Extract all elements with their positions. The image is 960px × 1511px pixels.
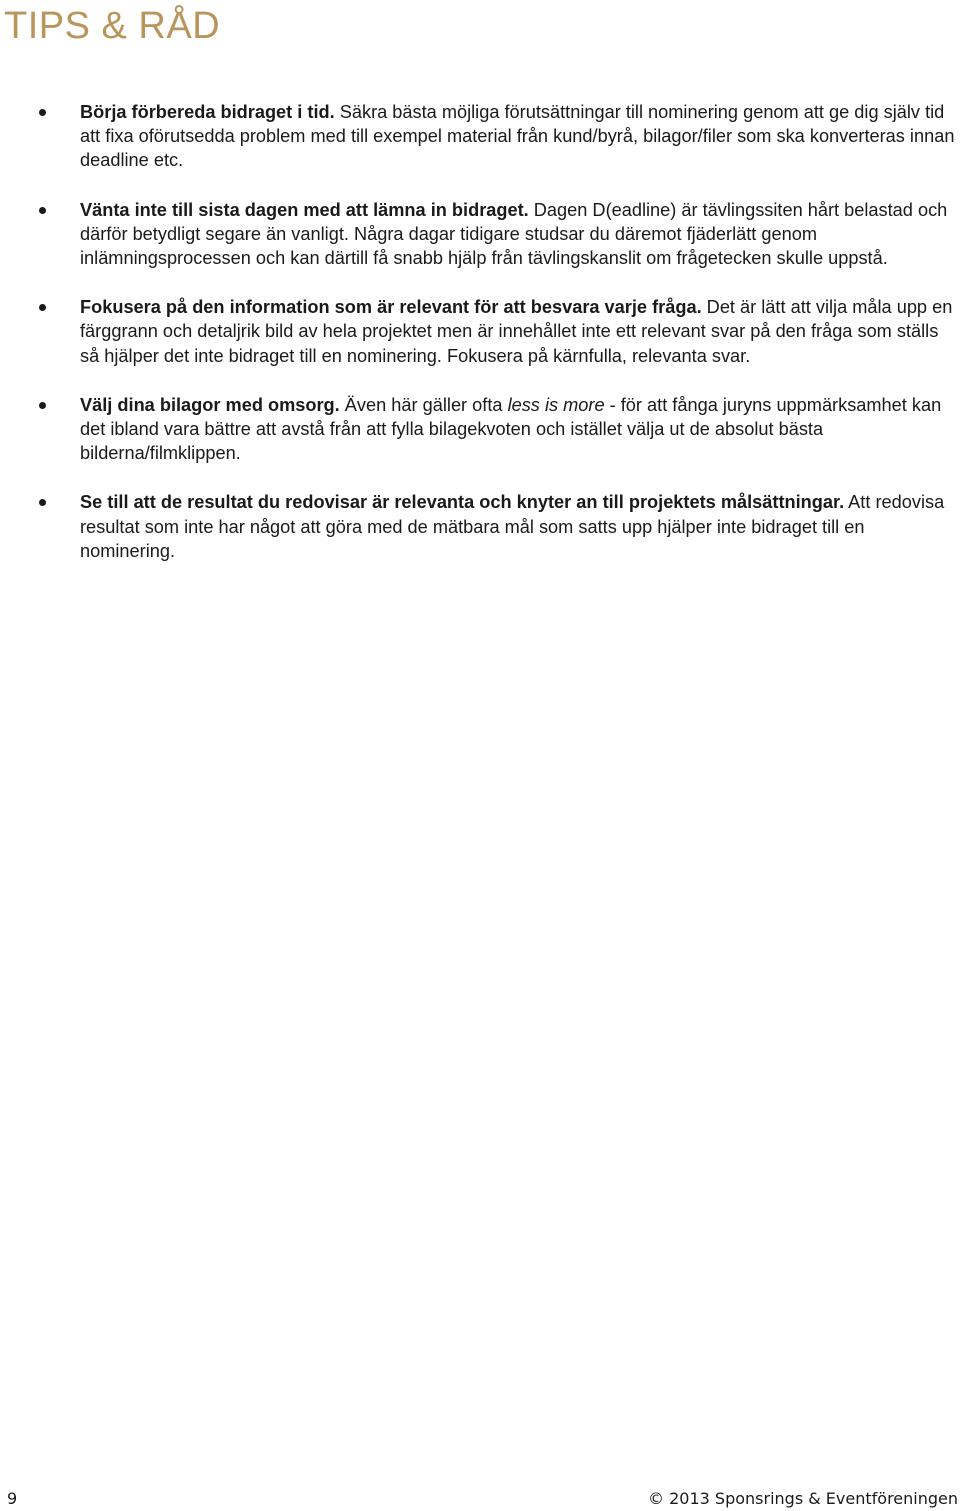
tip-body: Säkra bästa möjliga förutsättningar till nominering genom att ge dig själv tid att fixa oförutsedda problem med till exempel material från kund/byrå, bilagor/filer som ska konverteras innan deadline etc.	[80, 102, 955, 171]
tip-body: - för att fånga juryns uppmärksamhet kan det ibland vara bättre att avstå från att fylla bilagekvoten och istället välja ut de absolut bästa bilderna/filmklippen.	[80, 394, 942, 464]
tip-emphasis: less is more	[507, 394, 605, 415]
page-number: 9	[7, 1489, 18, 1508]
list-item	[0, 295, 960, 368]
tip-lead: Vänta inte till sista dagen med att lämna in bidraget.	[80, 199, 529, 220]
list-item	[0, 100, 960, 173]
page-footer	[0, 1488, 960, 1510]
tip-lead: Börja förbereda bidraget i tid.	[80, 102, 335, 122]
bullet-icon	[39, 304, 46, 311]
list-item	[0, 198, 960, 271]
tip-lead: Fokusera på den information som är relevant för att besvara varje fråga.	[80, 297, 702, 318]
bullet-icon	[39, 109, 46, 116]
tip-body: Även här gäller ofta	[339, 394, 508, 415]
tip-body: Att redovisa resultat som inte har något att göra med de mätbara mål som satts upp hjälper inte bidraget till en nominering.	[80, 492, 945, 561]
bullet-icon	[39, 402, 46, 409]
page-title: TIPS & RÅD	[4, 5, 221, 47]
list-item	[0, 393, 960, 466]
tip-lead: Se till att de resultat du redovisar är relevanta och knyter an till projektets målsättningar.	[80, 492, 845, 513]
list-item	[0, 490, 960, 563]
bullet-icon	[39, 499, 46, 506]
bullet-icon	[39, 207, 46, 214]
tips-list	[0, 100, 960, 588]
tip-lead: Välj dina bilagor med omsorg.	[80, 394, 340, 415]
copyright-notice: © 2013 Sponsrings & Eventföreningen	[648, 1489, 958, 1508]
tip-body: Dagen D(eadline) är tävlingssiten hårt belastad och därför betydligt segare än vanligt. Några dagar tidigare studsar du däremot fjäderlätt genom inlämningsprocessen och kan därtill få snabb hjälp från tävlingskanslit om frågetecken skulle uppstå.	[80, 199, 948, 269]
tip-body: Det är lätt att vilja måla upp en färggrann och detaljrik bild av hela projektet men är innehållet inte ett relevant svar på den fråga som ställs så hjälper det inte bidraget till en nominering. Fokusera på kärnfulla, relevanta svar.	[80, 297, 953, 366]
